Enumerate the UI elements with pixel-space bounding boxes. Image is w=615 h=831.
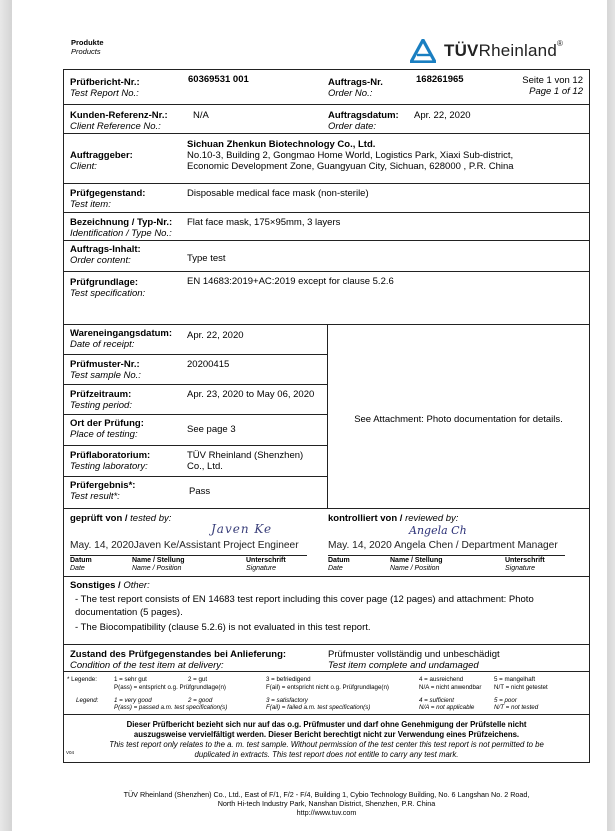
legend-label-de: * Legende: [67,676,97,683]
client-reference-row [64,105,589,134]
tested-by-underline [70,555,307,556]
other-item2: - The Biocompatibility (clause 5.2.6) is not evaluated in this test report. [75,622,371,633]
identification-row [64,213,589,241]
client-name: Sichuan Zhenkun Biotechnology Co., Ltd. [187,139,376,150]
client-label-de: Auftraggeber: [70,150,133,161]
lab-value-line1: TÜV Rheinland (Shenzhen) [187,450,304,461]
category-de: Produkte [71,38,104,47]
page-indicator-de: Seite 1 von 12 [522,75,583,86]
tested-by-signature: Javen Ke [211,522,273,536]
condition-value-en: Test item complete and undamaged [328,660,479,671]
place-of-testing-cell [64,415,327,446]
disclaimer-en-line2: duplicated in extracts. This test report does not entitle to carry any test mark. [194,750,459,759]
condition-row [64,645,589,672]
report-cover-page [12,0,607,831]
lab-label-de: Prüflaboratorium: [70,450,151,461]
reviewed-by-line: May. 14, 2020 Angela Chen / Department Manager [328,540,558,551]
page-indicator-en: Page 1 of 12 [529,86,583,97]
reviewed-by-signature: Angela Ch [409,524,467,537]
test-spec-label-de: Prüfgrundlage: [70,277,139,288]
test-item-label-de: Prüfgegenstand: [70,188,146,199]
viewer-left-margin [0,0,12,831]
condition-label-de: Zustand des Prüfgegenstandes bei Anlieferung: [70,649,287,660]
test-result-cell [64,477,327,508]
client-ref-value: N/A [193,110,209,121]
tuv-triangle-logo-icon [410,39,436,63]
order-date-label-en: Order date: [328,121,377,132]
order-no-value: 168261965 [416,74,464,85]
lab-label-en: Testing laboratory: [70,461,148,472]
place-value: See page 3 [187,424,236,435]
report-number-row [64,70,589,105]
details-split-section [64,325,589,509]
tested-by-label: geprüft von / tested by: [70,513,172,524]
test-specification-row [64,272,589,325]
lab-value-line2: Co., Ltd. [187,461,223,472]
identification-value: Flat face mask, 175×95mm, 3 layers [187,217,341,228]
product-category [71,38,104,56]
order-content-row [64,241,589,272]
disclaimer-de-line1: Dieser Prüfbericht bezieht sich nur auf das o.g. Prüfmuster und darf ohne Genehmigung der Prüfstelle nicht [126,720,527,729]
condition-value-de: Prüfmuster vollständig und unbeschädigt [328,649,500,660]
order-date-label-de: Auftragsdatum: [328,110,399,121]
report-no-label-de: Prüfbericht-Nr.: [70,77,140,88]
order-content-label-en: Order content: [70,255,131,266]
photo-documentation-note: See Attachment: Photo documentation for details. [354,414,563,425]
report-frame [63,69,590,763]
other-item1-line1: - The test report consists of EN 14683 test report including this cover page (12 pages) and attachment: Photo [75,594,534,605]
testing-period-cell [64,385,327,415]
viewer-right-margin [607,0,615,831]
sample-no-cell [64,355,327,385]
result-label-de: Prüfergebnis*: [70,480,136,491]
reviewed-by-label: kontrolliert von / reviewed by: [328,513,459,524]
report-no-label-en: Test Report No.: [70,88,139,99]
test-item-row [64,184,589,213]
other-item1-line2: documentation (5 pages). [75,607,183,618]
client-label-en: Client: [70,161,97,172]
sample-label-en: Test sample No.: [70,370,141,381]
test-spec-label-en: Test specification: [70,288,146,299]
legend-label-en: Legend: [76,697,99,704]
report-no-value: 60369531 001 [188,74,249,85]
period-value: Apr. 23, 2020 to May 06, 2020 [187,389,315,400]
form-version: V04 [66,750,75,755]
footer-line2: North Hi-tech Industry Park, Nanshan District, Shenzhen, P.R. China [217,799,436,808]
receipt-label-de: Wareneingangsdatum: [70,328,173,339]
place-label-en: Place of testing: [70,429,138,440]
footer-website-link[interactable]: http://www.tuv.com [296,808,357,817]
order-no-label-de: Auftrags-Nr. [328,77,383,88]
client-ref-label-en: Client Reference No.: [70,121,161,132]
tuv-rheinland-logo [410,36,600,66]
result-label-en: Test result*: [70,491,120,502]
legend-row: * Legende: 1 = sehr gut 2 = gut 3 = befriedigend 4 = ausreichend 5 = mangelhaft P(ass) = entspricht o.g. Prüfgrundlage(n) F(ail) = entspricht nicht o.g. Prüfgrundlage(n) N/A = nicht anwendbar N/T = nicht getestet Legend: 1 = very good 2 = good 3 = satisfactory 4 = sufficient 5 = poor P(ass) = passed a.m. test specification(s) F(ail) = failed a.m. test specification(s) N/A = not applicable N/T = not tested [64,672,589,715]
disclaimer-en-line1: This test report only relates to the a. m. test sample. Without permission of the test center this test report is not permitted to be [109,740,544,749]
signatures-row: geprüft von / tested by: Javen Ke May. 14, 2020Javen Ke/Assistant Project Engineer Datum Date Name / Stellung Name / Position Unterschrift Signature kontrolliert von / reviewed by: Angela Ch May. 14, 2020 Angela Chen / Department Manager Datum Date Name / Stellung Name / Position Unterschrift Signature [64,509,589,577]
result-value: Pass [189,486,211,497]
test-item-value: Disposable medical face mask (non-sterile) [187,188,369,199]
receipt-value: Apr. 22, 2020 [187,330,244,341]
other-label: Sonstiges / Other: [70,580,150,591]
test-spec-value: EN 14683:2019+AC:2019 except for clause 5.2.6 [187,276,394,287]
tested-by-line: May. 14, 2020Javen Ke/Assistant Project Engineer [70,540,299,551]
client-address-line1: No.10-3, Building 2, Gongmao Home World, Logistics Park, Xiaxi Sub-district, [187,150,514,161]
disclaimer-de-line2: auszugsweise vervielfältigt werden. Dieser Bericht berechtigt nicht zur Verwendung eines Prüfzeichens. [133,730,520,739]
period-label-de: Prüfzeitraum: [70,389,132,400]
disclaimer-row [64,715,589,762]
identification-label-en: Identification / Type No.: [70,228,172,239]
client-ref-label-de: Kunden-Referenz-Nr.: [70,110,168,121]
client-row [64,134,589,184]
category-en: Products [71,47,101,56]
order-date-value: Apr. 22, 2020 [414,110,471,121]
testing-laboratory-cell [64,446,327,477]
period-label-en: Testing period: [70,400,132,411]
reviewed-by-underline [328,555,565,556]
photo-documentation-cell [328,325,589,508]
logo-wordmark: TÜVRheinland® [444,39,564,60]
receipt-label-en: Date of receipt: [70,339,135,350]
details-left-column [64,325,328,508]
condition-label-en: Condition of the test item at delivery: [70,660,224,671]
receipt-date-cell [64,325,327,355]
place-label-de: Ort der Prüfung: [70,418,144,429]
identification-label-de: Bezeichnung / Typ-Nr.: [70,217,173,228]
company-footer [63,790,590,817]
order-content-value: Type test [187,253,226,264]
sample-label-de: Prüfmuster-Nr.: [70,359,140,370]
order-no-label-en: Order No.: [328,88,373,99]
test-item-label-en: Test item: [70,199,111,210]
footer-line1: TÜV Rheinland (Shenzhen) Co., Ltd., East of F/1, F/2 - F/4, Building 1, Cybio Technology Building, No. 6 Langshan No. 2 Road, [123,790,530,799]
client-address-line2: Economic Development Zone, Guangyuan City, Sichuan, 628000 , P.R. China [187,161,514,172]
other-remarks-row [64,577,589,645]
order-content-label-de: Auftrags-Inhalt: [70,244,141,255]
sample-value: 20200415 [187,359,230,370]
